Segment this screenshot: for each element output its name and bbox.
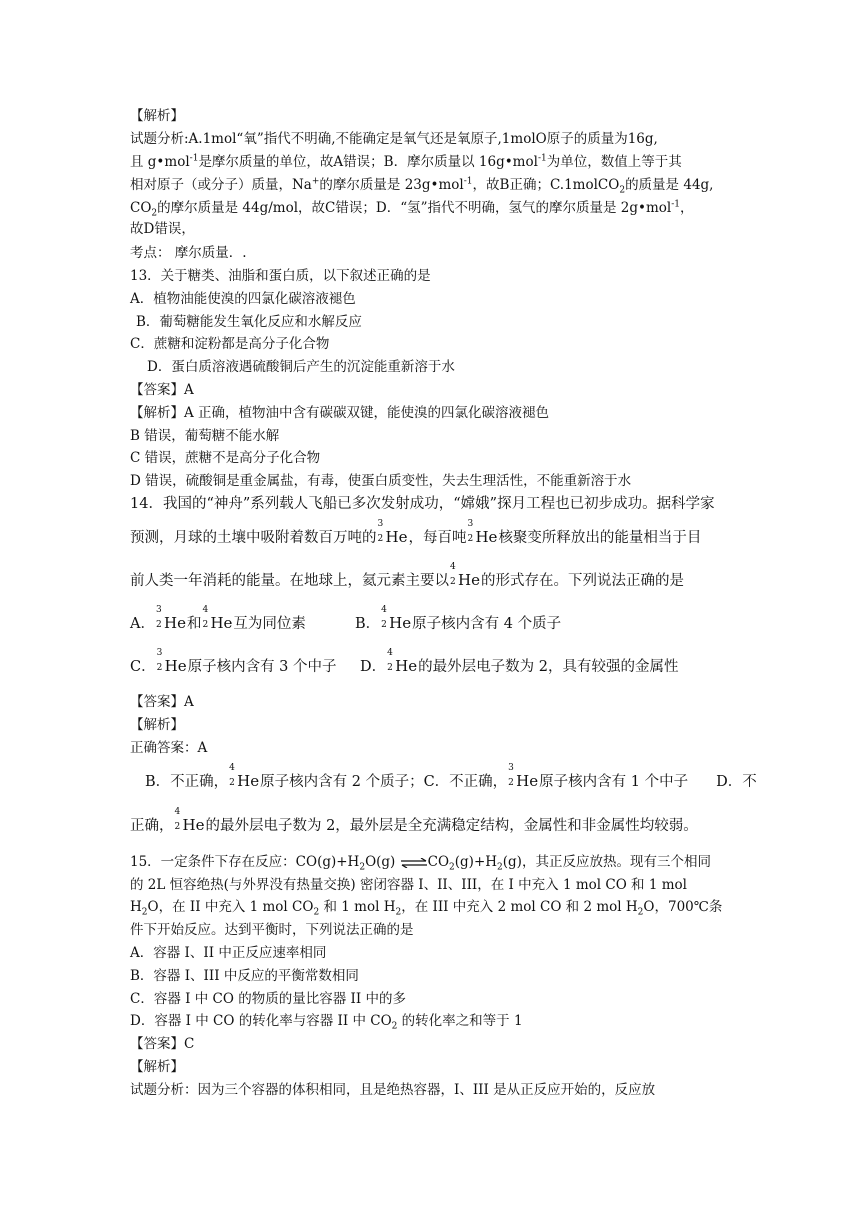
q15-stem: 件下开始反应。达到平衡时，下列说法正确的是 <box>130 922 414 938</box>
q14-stem: 14．我国的“神舟”系列载人飞船已多次发射成功，“嫦娥”探月工程也已初步成功。据科学家 <box>130 496 715 512</box>
q14-explanation: B．不正确， 4 2 He原子核内含有 2 个质子；C．不正确， 3 2 He原子核内含有 1 个中子 D．不 <box>145 763 757 790</box>
q13-answer: 【答案】A <box>130 382 194 398</box>
kaodian-line: 考点： 摩尔质量．. <box>130 245 247 261</box>
q15-option-b: B．容器 I、III 中反应的平衡常数相同 <box>130 968 359 984</box>
he4-nuclide: 4 2 He <box>450 562 480 589</box>
analysis-line: 且 g•mol$^{-1}$是摩尔质量的单位，故A错误；B．摩尔质量以 16g•mol$^{-1}$为单位，数值上等于其 <box>130 153 682 170</box>
q13-stem: 13．关于糖类、油脂和蛋白质，以下叙述正确的是 <box>130 268 431 284</box>
q13-explanation: D 错误，硫酸铜是重金属盐，有毒，使蛋白质变性，失去生理活性，不能重新溶于水 <box>130 473 632 489</box>
equilibrium-arrow-icon <box>400 858 428 868</box>
q14-analysis-header: 【解析】 <box>130 717 184 733</box>
q14-correct: 正确答案：A <box>130 740 208 756</box>
q15-option-a: A．容器 I、II 中正反应速率相同 <box>130 945 327 961</box>
q14-explanation: 正确， 4 2 He的最外层电子数为 2，最外层是全充满稳定结构，金属性和非金属性均较弱。 <box>130 807 698 834</box>
q14-answer: 【答案】A <box>130 694 194 710</box>
q15-analysis-text: 试题分析：因为三个容器的体积相同，且是绝热容器，I、III 是从正反应开始的，反应放 <box>130 1082 656 1098</box>
he3-nuclide: 3 2 He <box>467 519 498 546</box>
q13-option-b: B．葡萄糖能发生氧化反应和水解反应 <box>136 314 362 330</box>
he3-nuclide: 3 2 He <box>377 519 408 546</box>
q14-option-a: A． 3 2 He和 4 2 He互为同位素 <box>130 605 306 632</box>
q14-option-d: D． 4 2 He的最外层电子数为 2，具有较强的金属性 <box>360 648 679 675</box>
q15-option-c: C．容器 I 中 CO 的物质的量比容器 II 中的多 <box>130 991 406 1007</box>
analysis-line: 试题分析:A.1mol“氧”指代不明确,不能确定是氧气还是氧原子,1molO原子的质量为16g, <box>130 131 658 147</box>
q13-option-d: D．蛋白质溶液遇硫酸铜后产生的沉淀能重新溶于水 <box>147 359 455 375</box>
q14-option-c: C． 3 2 He原子核内含有 3 个中子 <box>130 648 337 675</box>
q15-stem: $H_2O$，在 II 中充入 1 mol $CO_2$ 和 1 mol $H_2$，在 III 中充入 2 mol CO 和 2 mol $H_2O$，700℃条 <box>130 899 723 918</box>
q15-option-d: D．容器 I 中 CO 的转化率与容器 II 中 $CO_2$ 的转化率之和等于 1 <box>130 1013 523 1032</box>
q13-explanation: 【解析】A 正确，植物油中含有碳碳双键，能使溴的四氯化碳溶液褪色 <box>130 405 550 421</box>
q13-option-c: C．蔗糖和淀粉都是高分子化合物 <box>130 336 330 352</box>
analysis-line: 故D错误， <box>130 221 195 237</box>
q13-explanation: B 错误，葡萄糖不能水解 <box>130 428 280 444</box>
q15-analysis-header: 【解析】 <box>130 1059 184 1075</box>
q15-answer: 【答案】C <box>130 1036 195 1052</box>
analysis-header: 【解析】 <box>130 108 184 124</box>
q14-option-b: B． 4 2 He原子核内含有 4 个质子 <box>355 605 562 632</box>
analysis-line: 相对原子（或分子）质量，Na+的摩尔质量是 23g•mol$^{-1}$，故B正确；C.1molCO$_2$的质量是 44g, <box>130 176 714 196</box>
q14-stem: 预测，月球的土壤中吸附着数百万吨的 3 2 He，每百吨 3 2 He核聚变所释放出的能量相当于目 <box>130 519 702 546</box>
q13-option-a: A．植物油能使溴的四氯化碳溶液褪色 <box>130 291 356 307</box>
q15-stem: 的 2L 恒容绝热(与外界没有热量交换) 密闭容器 I、II、III，在 I 中充入 1 mol CO 和 1 mol <box>130 877 687 893</box>
q13-explanation: C 错误，蔗糖不是高分子化合物 <box>130 450 321 466</box>
q14-stem: 前人类一年消耗的能量。在地球上，氦元素主要以 4 2 He的形式存在。下列说法正确的是 <box>130 562 684 589</box>
q15-stem: 15．一定条件下存在反应：$CO(g)+H_2O(g)$ $CO_2(g)+H_2(g)$，其正反应放热。现有三个相同 <box>130 854 711 873</box>
analysis-line: $CO_2$的摩尔质量是 44g/mol，故C错误；D．“氢”指代不明确，氢气的摩尔质量是 2g•mol$^{-1}$， <box>130 199 694 219</box>
